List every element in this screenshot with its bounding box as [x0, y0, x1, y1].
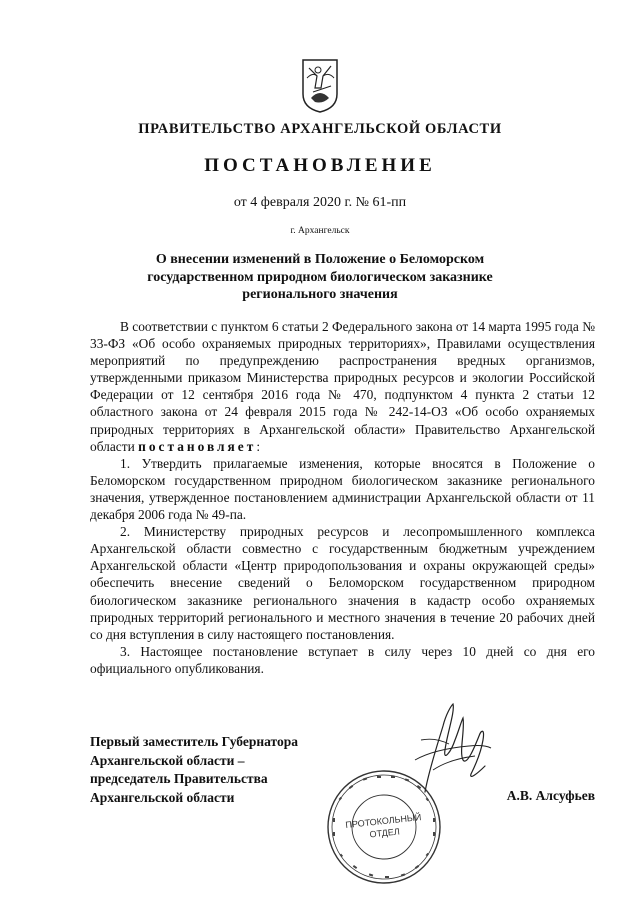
signer-position-line: Архангельской области –: [90, 752, 245, 768]
document-body: [90, 318, 595, 677]
preamble-keyword: постановляет: [138, 438, 257, 454]
svg-text:ПРОТОКОЛЬНЫЙ: ПРОТОКОЛЬНЫЙ: [344, 812, 422, 830]
signer-name: А.В. Алсуфьев: [506, 788, 595, 803]
signer-position-line: председатель Правительства: [90, 771, 268, 786]
clause-2: 2. Министерству природных ресурсов и лесопромышленного комплекса Архангельской области совместно с государственным бюджетным учреждением Архангельской области «Центр природопользования и охраны окружающей среды» обеспечить внесение сведений о Беломорском государственном природном биологическом заказнике регионального значения в кадастр особо охраняемых природных территорий регионального и местного значения в течение 20 рабочих дней со дня вступления в силу настоящего постановления.: [90, 524, 595, 642]
preamble-end: :: [256, 438, 261, 454]
handwritten-signature: [385, 700, 495, 795]
document-type: ПОСТАНОВЛЕНИЕ: [204, 155, 436, 176]
signer-position-line: Архангельской области: [90, 789, 235, 805]
government-title: ПРАВИТЕЛЬСТВО АРХАНГЕЛЬСКОЙ ОБЛАСТИ: [138, 121, 502, 137]
svg-text:ОТДЕЛ: ОТДЕЛ: [369, 826, 401, 840]
document-date-number: от 4 февраля 2020 г. № 61-пп: [233, 195, 407, 210]
clause-1: 1. Утвердить прилагаемые изменения, которые вносятся в Положение о Беломорском государственном природном биологическом заказнике регионального значения, утвержденное постановлением администрации Архангельской области от 11 декабря 2006 года № 49-па.: [90, 455, 595, 523]
signer-position-line: Первый заместитель Губернатора: [90, 734, 298, 749]
document-subject: О внесении изменений в Положение о Беломорском государственном природном биологическом заказнике регионального значения: [147, 252, 493, 302]
preamble-text: В соответствии с пунктом 6 статьи 2 Федерального закона от 14 марта 1995 года № 33-ФЗ «Об особо охраняемых природных территориях», Правилами осуществления мероприятий по предупреждению распространения вредных организмов, утвержденными приказом Министерства природных ресурсов и экологии Российской Федерации от 12 сентября 2016 года № 470, подпунктом 4 пункта 2 статьи 12 областного закона от 24 февраля 2015 года № 242-14-ОЗ «Об особо охраняемых природных территориях в Архангельской области» Правительство Архангельской области: [90, 319, 595, 454]
arkhangelsk-coat-of-arms-icon: [301, 58, 339, 114]
document-city: г. Архангельск: [290, 226, 350, 236]
signer-position: [90, 733, 298, 807]
clause-3: 3. Настоящее постановление вступает в силу через 10 дней со дня его официального опубликования.: [90, 643, 595, 676]
preamble-paragraph: [90, 318, 595, 455]
